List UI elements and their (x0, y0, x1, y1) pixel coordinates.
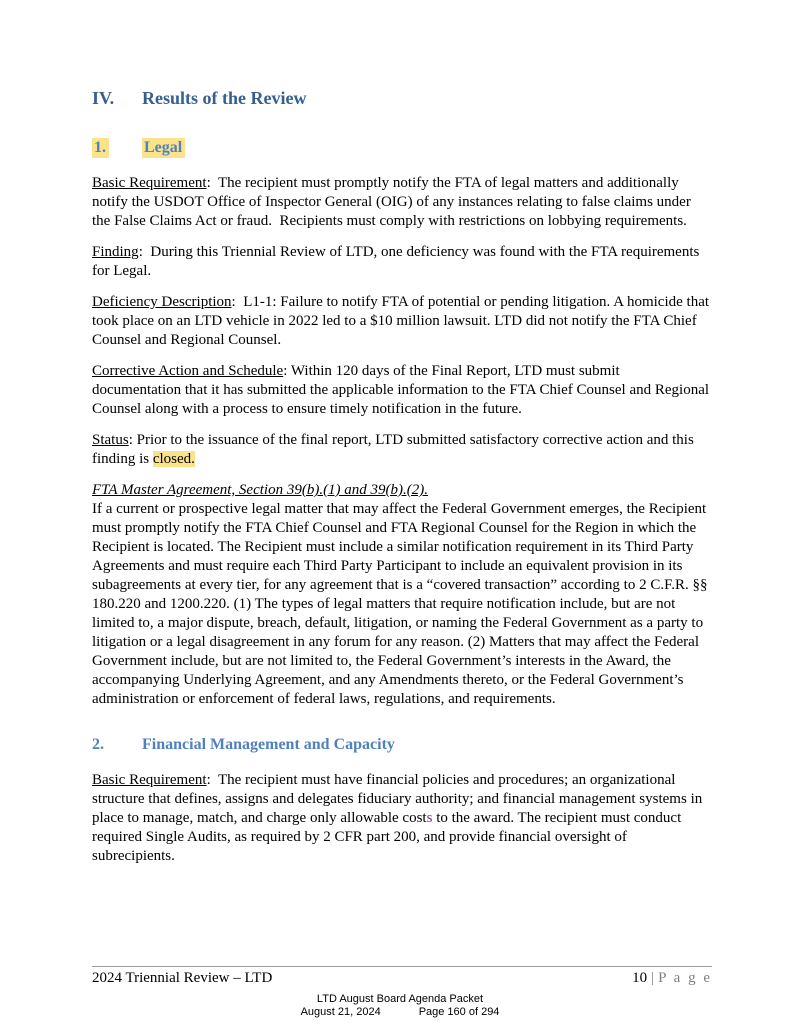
footer-doc-title: 2024 Triennial Review – LTD (92, 970, 273, 986)
text-run: s (426, 810, 433, 826)
corrective-action-paragraph (92, 362, 712, 419)
agenda-packet-stamp (0, 993, 800, 1019)
text-run: : Within 120 days of the Final Report, LTD must submit documentation that it has submitted the applicable information to the FTA Chief Counsel and Regional Counsel along with a process to ensure timely notification in the future. (92, 363, 713, 417)
section-heading-legal (92, 139, 712, 157)
footer-page-number: 10 (632, 970, 648, 986)
section-heading-financial (92, 736, 712, 754)
main-heading (92, 88, 712, 109)
packet-page-count: Page 160 of 294 (418, 1006, 500, 1018)
text-run: Deficiency Description (92, 294, 232, 310)
financial-basic-requirement-paragraph (92, 771, 712, 866)
text-run: Status (92, 432, 129, 448)
finding-paragraph (92, 243, 712, 281)
text-run: Corrective Action and Schedule (92, 363, 284, 379)
section-title: Financial Management and Capacity (142, 736, 395, 753)
text-run: : During this Triennial Review of LTD, one deficiency was found with the FTA requirements for Legal. (92, 244, 704, 279)
status-paragraph (92, 431, 712, 469)
text-run: Basic Requirement (92, 175, 207, 191)
text-run: closed. (152, 451, 195, 467)
text-run: Finding (92, 244, 139, 260)
text-run: If a current or prospective legal matter that may affect the Federal Government emerges, the Recipient must promptly notify the FTA Chief Counsel and FTA Regional Counsel for the Region in which the Recipient is located. The Recipient must include a similar notification requirement in its Third Party Agreements and must require each Third Party Participant to include an equivalent provision in its subagreements at every tier, for any agreement that is a “covered transaction” according to 2 C.F.R. §§ 180.220 and 1200.220. (1) The types of legal matters that require notification include, but are not limited to, a major dispute, breach, default, litigation, or naming the Federal Government as a party to litigation or a legal disagreement in any forum for any reason. (2) Matters that may affect the Federal Government include, but are not limited to, the Federal Government’s interests in the Award, the accompanying Underlying Agreement, and any Amendments thereto, or the Federal Government’s administration or enforcement of federal laws, regulations, and requirements. (92, 501, 712, 707)
text-run: FTA Master Agreement, Section 39(b).(1) and 39(b).(2). (92, 482, 429, 498)
text-run: : The recipient must have financial policies and procedures; an organizational structure that defines, assigns and delegates fiduciary authority; and financial management systems in place to manage, match, and charge only allowable cost (92, 772, 706, 826)
section-title: Legal (142, 138, 185, 158)
text-run: : The recipient must promptly notify the FTA of legal matters and additionally notify the USDOT Office of Inspector General (OIG) of any instances relating to false claims under the False Claims Act or fraud. Recipients must comply with restrictions on lobbying requirements. (92, 175, 695, 229)
main-heading-number: IV. (92, 88, 115, 108)
section-number-wrap (92, 139, 142, 157)
packet-meta (0, 1006, 800, 1019)
section-number: 2. (92, 736, 104, 753)
basic-requirement-paragraph (92, 174, 712, 231)
text-run: to the award. The recipient must conduct required Single Audits, as required by 2 CFR part 200, and provide financial oversight of subrecipients. (92, 810, 685, 864)
text-run: Basic Requirement (92, 772, 207, 788)
footer-separator: | (651, 970, 655, 986)
section-number: 1. (92, 138, 109, 158)
footer (92, 970, 712, 987)
document-content (92, 88, 712, 878)
text-run: : Prior to the issuance of the final report, LTD submitted satisfactory corrective action and this finding is (92, 432, 698, 467)
footer-page-indicator (632, 970, 712, 987)
packet-date: August 21, 2024 (300, 1006, 381, 1018)
master-agreement-citation (92, 481, 712, 500)
deficiency-description-paragraph (92, 293, 712, 350)
footer-page-word: P a g e (658, 970, 712, 986)
packet-title: LTD August Board Agenda Packet (316, 993, 484, 1005)
master-agreement-text (92, 500, 712, 709)
text-run: : L1-1: Failure to notify FTA of potential or pending litigation. A homicide that took place on an LTD vehicle in 2022 led to a $10 million lawsuit. LTD did not notify the FTA Chief Counsel and Regional Counsel. (92, 294, 713, 348)
footer-divider (92, 966, 712, 967)
main-heading-title: Results of the Review (142, 88, 307, 108)
